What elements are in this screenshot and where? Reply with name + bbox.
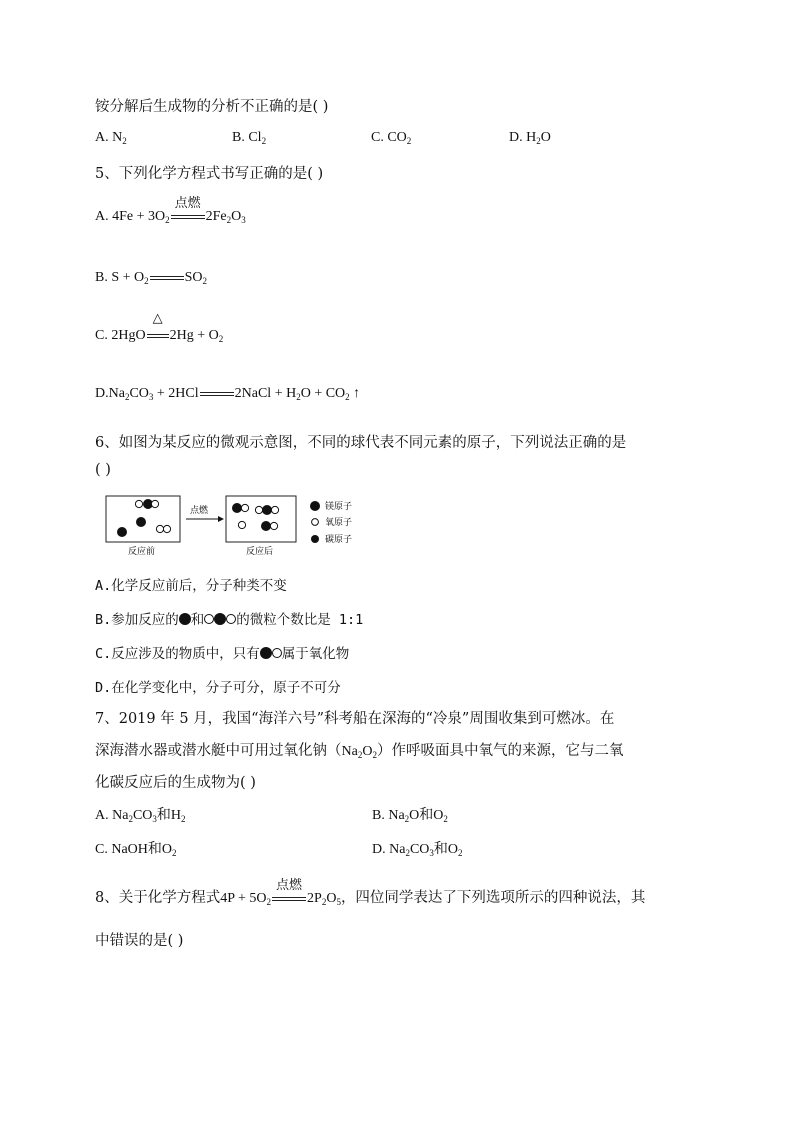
legend-c-label: 碳原子: [325, 535, 353, 545]
o-atom: [135, 500, 142, 507]
mg-atom-icon: [260, 647, 272, 659]
q4-options: [95, 130, 551, 146]
q8-stem-line1: 8、关于化学方程式$4P + 5O_2$ 点燃 $2P_2O_5$，四位同学表达了下列选项所示的四种说法，其: [95, 886, 645, 907]
after-box: [226, 496, 296, 542]
q7-option-a[interactable]: A. $Na_2CO_3$和$H_2$: [95, 807, 186, 824]
legend-o-icon: [312, 519, 319, 526]
c-atom-icon: [214, 613, 226, 625]
o-atom: [255, 506, 262, 513]
q5-option-d[interactable]: $D.Na_2CO_3 + 2HCl$ 2NaCl + $H_2O + CO_2$ ↑: [95, 386, 361, 402]
o-atom-icon: [272, 648, 282, 658]
o-atom: [151, 500, 158, 507]
mg-atom: [117, 527, 127, 537]
q4-option-d[interactable]: D. $H_2O$: [509, 130, 551, 146]
q6-option-d[interactable]: D.在化学变化中，分子可分，原子不可分: [95, 680, 341, 696]
q7-option-d[interactable]: D. $Na_2CO_3$和$O_2$: [372, 841, 463, 858]
legend-o-label: 氧原子: [325, 518, 353, 528]
q7-stem-line3: 化碳反应后的生成物为( ): [95, 775, 256, 791]
q4-option-b[interactable]: B. $Cl_2$: [232, 130, 267, 146]
q8-condition: 点燃: [276, 878, 303, 893]
q4-option-c[interactable]: C. $CO_2$: [371, 130, 412, 146]
mg-atom: [232, 503, 242, 513]
mg-atom: [262, 505, 272, 515]
arrow-label: 点燃: [190, 506, 209, 516]
q5-option-b[interactable]: B. $S + O_2$ $SO_2$: [95, 270, 208, 286]
legend-c-icon: [311, 535, 319, 543]
q6-paren: ( ): [95, 462, 111, 478]
before-label: 反应前: [128, 547, 156, 557]
arrow-head: [218, 516, 224, 522]
q4-stem-tail: 铵分解后生成物的分析不正确的是( ): [95, 99, 329, 115]
q6-stem: 6、如图为某反应的微观示意图，不同的球代表不同元素的原子，下列说法正确的是: [95, 435, 627, 451]
q7-stem-line2: 深海潜水器或潜水艇中可用过氧化钠$(Na_2O_2)$作呼吸面具中氧气的来源，它与二氧: [95, 743, 624, 760]
q5-stem: 5、下列化学方程式书写正确的是( ): [95, 166, 324, 182]
q6-option-c[interactable]: C.反应涉及的物质中，只有 属于氧化物: [95, 646, 350, 662]
mg-atom-icon: [179, 613, 191, 625]
q5-a-condition: 点燃: [174, 196, 201, 211]
o-atom: [270, 522, 277, 529]
c-atom: [238, 521, 245, 528]
q6-option-a[interactable]: A.化学反应前后，分子种类不变: [95, 578, 287, 594]
reaction-diagram: [104, 492, 364, 558]
q6-option-b[interactable]: B.参加反应的 和 的微粒个数比是 1:1: [95, 612, 364, 628]
q7-option-c[interactable]: C. NaOH和$O_2$: [95, 841, 177, 858]
o-atom: [156, 525, 163, 532]
legend-mg-label: 镁原子: [325, 502, 353, 512]
o-atom-icon: [204, 614, 214, 624]
q8-stem-line2: 中错误的是( ): [95, 933, 184, 949]
q5-option-c[interactable]: C. 2HgO △ $2Hg + O_2$: [95, 311, 224, 344]
o-atom: [271, 506, 278, 513]
q4-option-a[interactable]: A. $N_2$: [95, 130, 127, 146]
o-atom-icon: [226, 614, 236, 624]
o-atom: [241, 504, 248, 511]
q5-option-a[interactable]: A. $4Fe + 3O_2$ 点燃 $2Fe_2O_3$: [95, 209, 246, 225]
c-atom: [163, 525, 170, 532]
mg-atom: [136, 517, 146, 527]
legend-mg-icon: [310, 501, 320, 511]
q7-option-b[interactable]: B. $Na_2O$和$O_2$: [372, 807, 448, 824]
q5-c-condition: △: [152, 311, 163, 326]
q7-stem-line1: 7、2019 年 5 月，我国“海洋六号”科考船在深海的“冷泉”周围收集到可燃冰。在: [95, 711, 615, 727]
mg-atom: [261, 521, 271, 531]
after-label: 反应后: [246, 547, 274, 557]
